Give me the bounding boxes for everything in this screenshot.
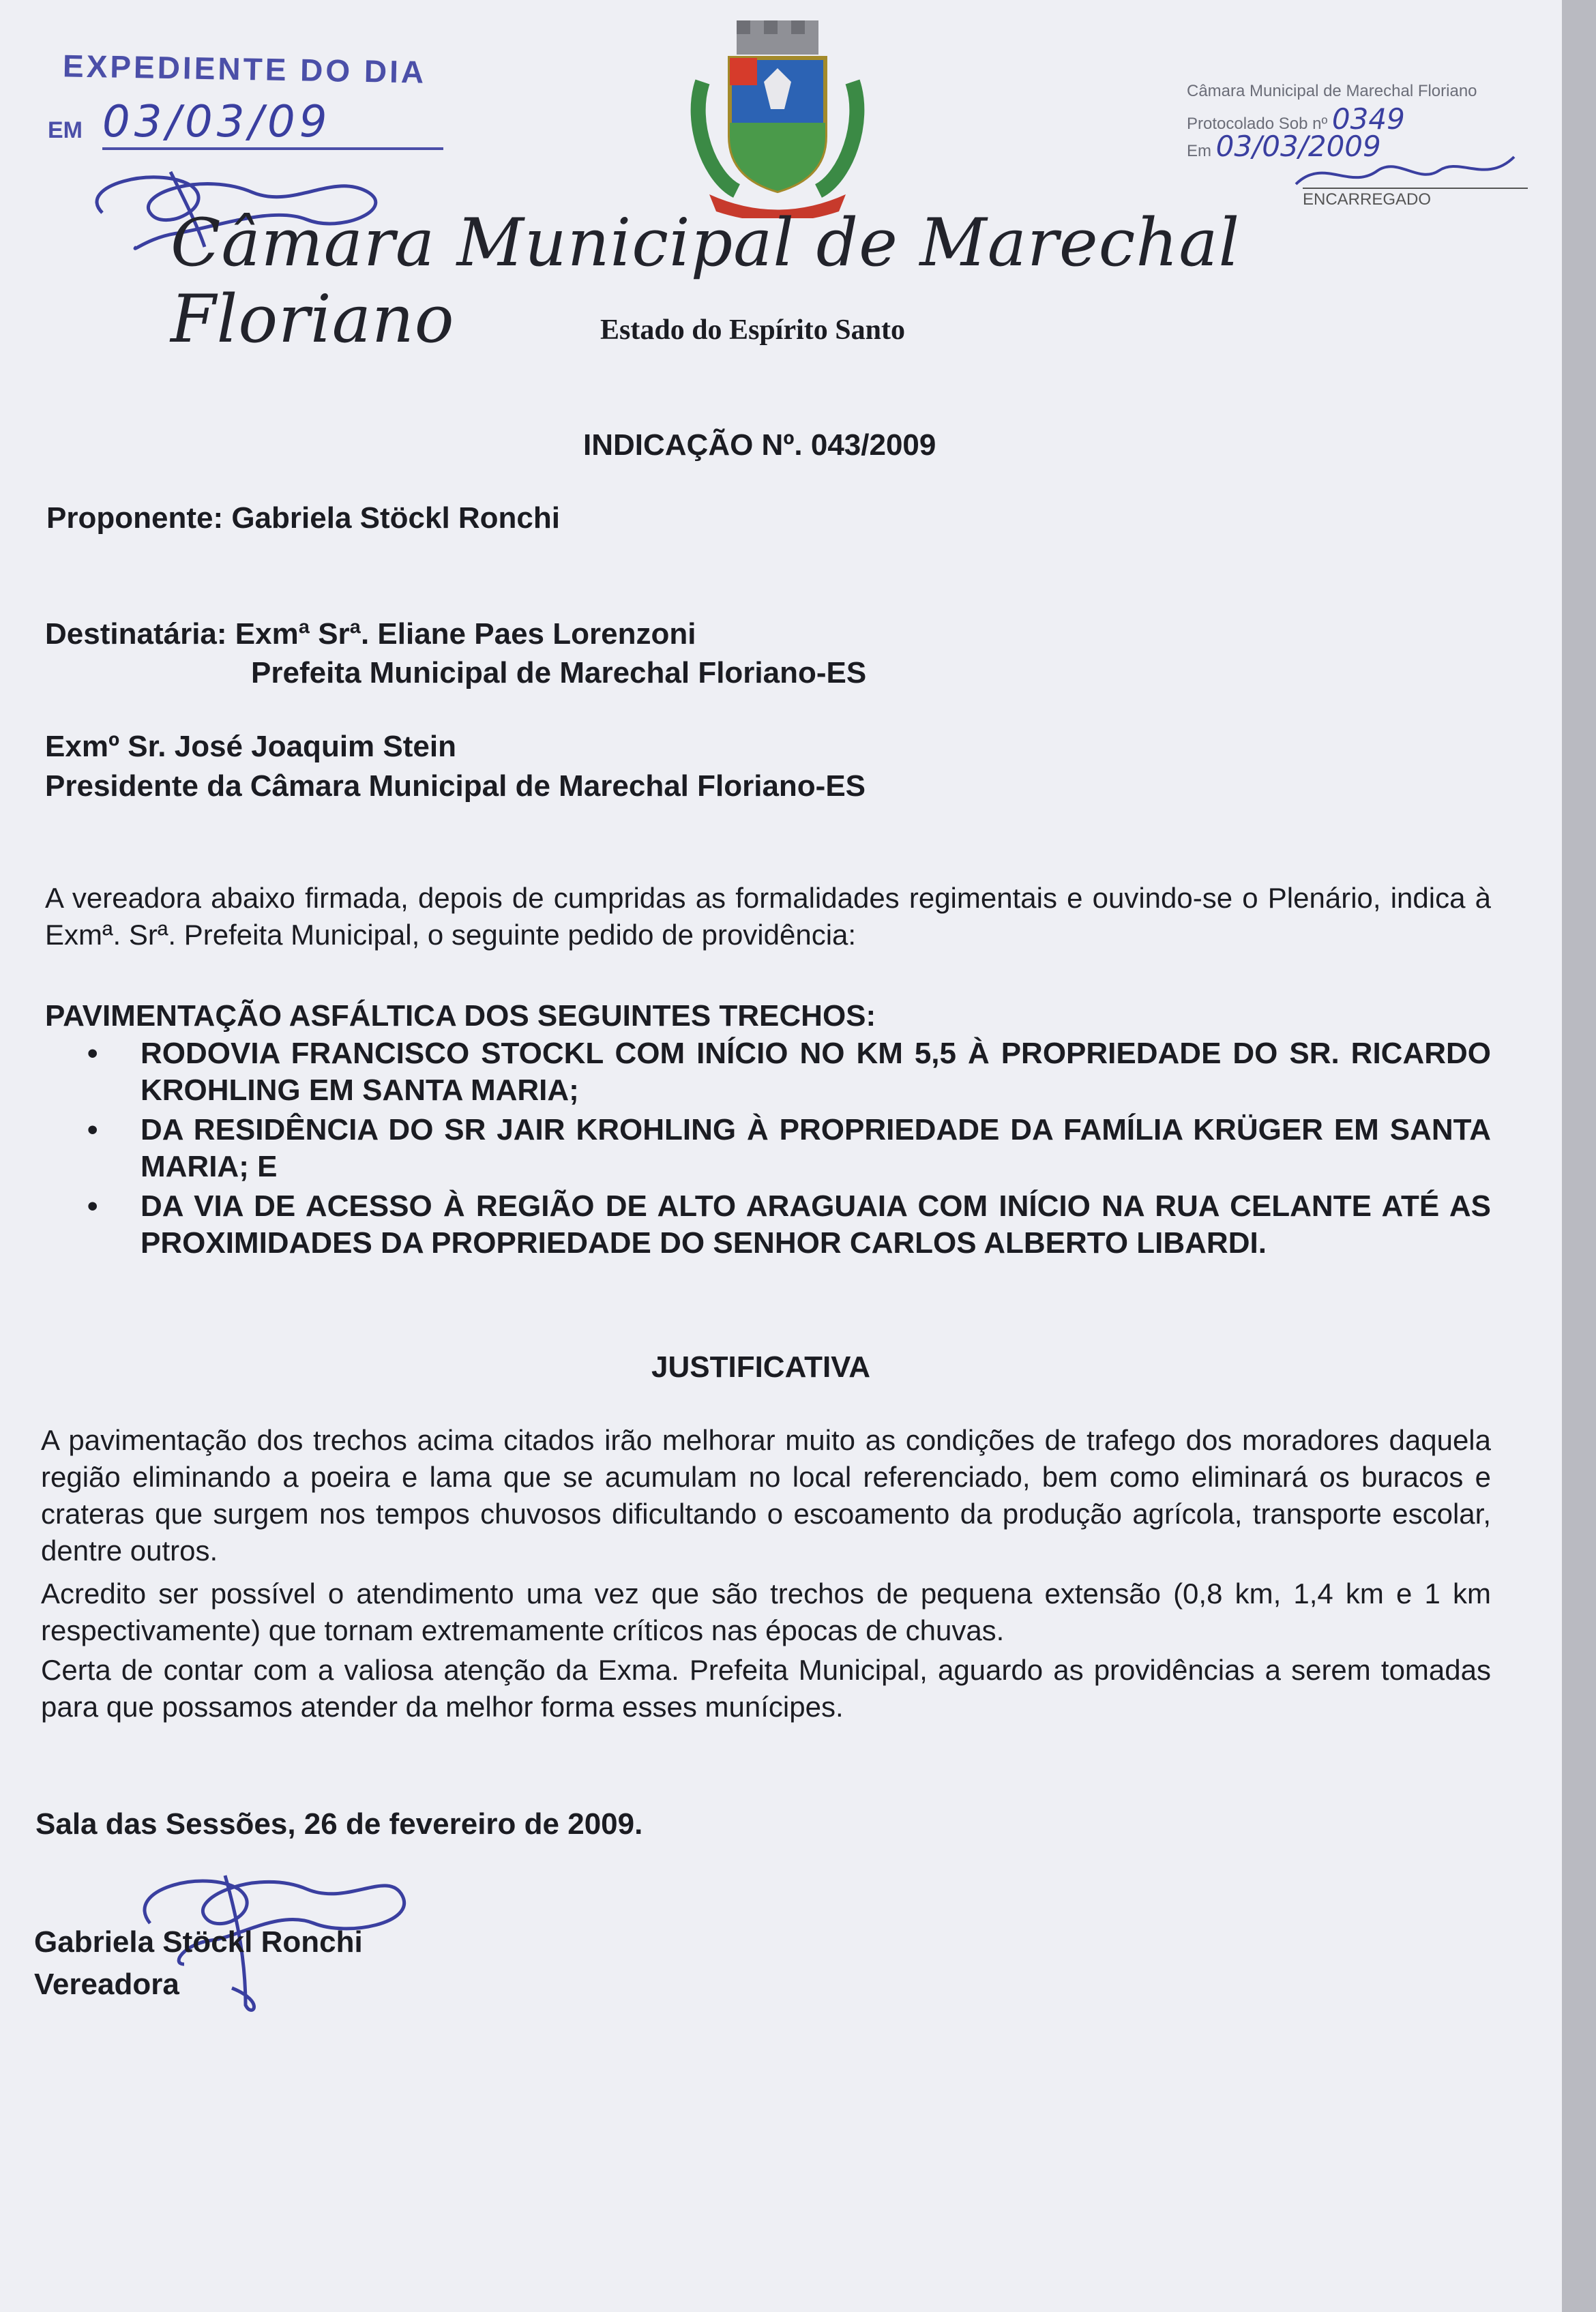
signer-role: Vereadora: [34, 1968, 179, 2001]
protocol-stamp-line1: Câmara Municipal de Marechal Floriano: [1187, 82, 1477, 100]
protocol-stamp-number-label: Protocolado Sob nº: [1187, 115, 1328, 133]
trechos-list: [45, 1035, 1491, 1264]
coat-of-arms-icon: [689, 20, 866, 218]
expediente-stamp-em-label: EM: [48, 117, 83, 143]
list-item: [45, 1035, 1491, 1109]
chamber-name-heading: Câmara Municipal de Marechal Floriano: [171, 205, 1241, 357]
indication-number: INDICAÇÃO Nº. 043/2009: [583, 428, 936, 462]
justificativa-paragraph-1: A pavimentação dos trechos acima citados irão melhorar muito as condições de trafego dos moradores daquela região eliminando a poeira e lama que se acumulam no local referenciado, bem como eliminará os buracos e crateras que surgem nos tempos chuvosos dificultando o escoamento da produção agrícola, transporte escolar, dentre outros.: [41, 1424, 1491, 1567]
justificativa-paragraph-3: Certa de contar com a valiosa atenção da Exma. Prefeita Municipal, aguardo as providências a serem tomadas para que possamos atender da melhor forma esses munícipes.: [41, 1654, 1491, 1723]
president-line1: Exmº Sr. José Joaquim Stein: [45, 730, 456, 763]
list-item: [45, 1188, 1491, 1262]
protocol-stamp-date: 03/03/2009: [1215, 130, 1381, 163]
state-subheading: Estado do Espírito Santo: [600, 314, 905, 346]
page-edge: [1562, 0, 1596, 2312]
president-line2: Presidente da Câmara Municipal de Marechal Floriano-ES: [45, 769, 866, 803]
bullet-icon: •: [87, 1037, 98, 1070]
bullet-icon: •: [87, 1189, 98, 1223]
protocol-stamp-role: ENCARREGADO: [1303, 188, 1528, 209]
destinataria-line1: Destinatária: Exmª Srª. Eliane Paes Lorenzoni: [45, 617, 696, 651]
justificativa-heading: JUSTIFICATIVA: [651, 1350, 871, 1384]
list-item-text: DA VIA DE ACESSO À REGIÃO DE ALTO ARAGUAIA COM INÍCIO NA RUA CELANTE ATÉ AS PROXIMIDADES DA PROPRIEDADE DO SENHOR CARLOS ALBERTO LIBARDI.: [141, 1189, 1491, 1260]
bullet-icon: •: [87, 1113, 98, 1146]
list-item: [45, 1112, 1491, 1185]
signer-name: Gabriela Stöckl Ronchi: [34, 1925, 363, 1959]
intro-paragraph: A vereadora abaixo firmada, depois de cumpridas as formalidades regimentais e ouvindo-se o Plenário, indica à Exmª. Srª. Prefeita Municipal, o seguinte pedido de providência:: [45, 882, 1491, 951]
protocol-stamp-date-label: Em: [1187, 142, 1211, 160]
protocol-stamp-number: 0349: [1331, 102, 1405, 136]
list-title: PAVIMENTAÇÃO ASFÁLTICA DOS SEGUINTES TRECHOS:: [45, 999, 876, 1033]
list-item-text: RODOVIA FRANCISCO STOCKL COM INÍCIO NO KM 5,5 À PROPRIEDADE DO SR. RICARDO KROHLING EM SANTA MARIA;: [141, 1037, 1491, 1107]
expediente-stamp-title: EXPEDIENTE DO DIA: [62, 48, 427, 90]
list-item-text: DA RESIDÊNCIA DO SR JAIR KROHLING À PROPRIEDADE DA FAMÍLIA KRÜGER EM SANTA MARIA; E: [141, 1113, 1491, 1183]
destinataria-line2: Prefeita Municipal de Marechal Floriano-ES: [251, 656, 867, 690]
closing-line: Sala das Sessões, 26 de fevereiro de 2009.: [35, 1807, 643, 1841]
expediente-stamp-date: 03/03/09: [102, 97, 443, 150]
justificativa-paragraph-2: Acredito ser possível o atendimento uma vez que são trechos de pequena extensão (0,8 km, 1,4 km e 1 km respectivamente) que tornam extremamente críticos nas épocas de chuvas.: [41, 1577, 1491, 1646]
proponente-line: Proponente: Gabriela Stöckl Ronchi: [46, 501, 561, 535]
